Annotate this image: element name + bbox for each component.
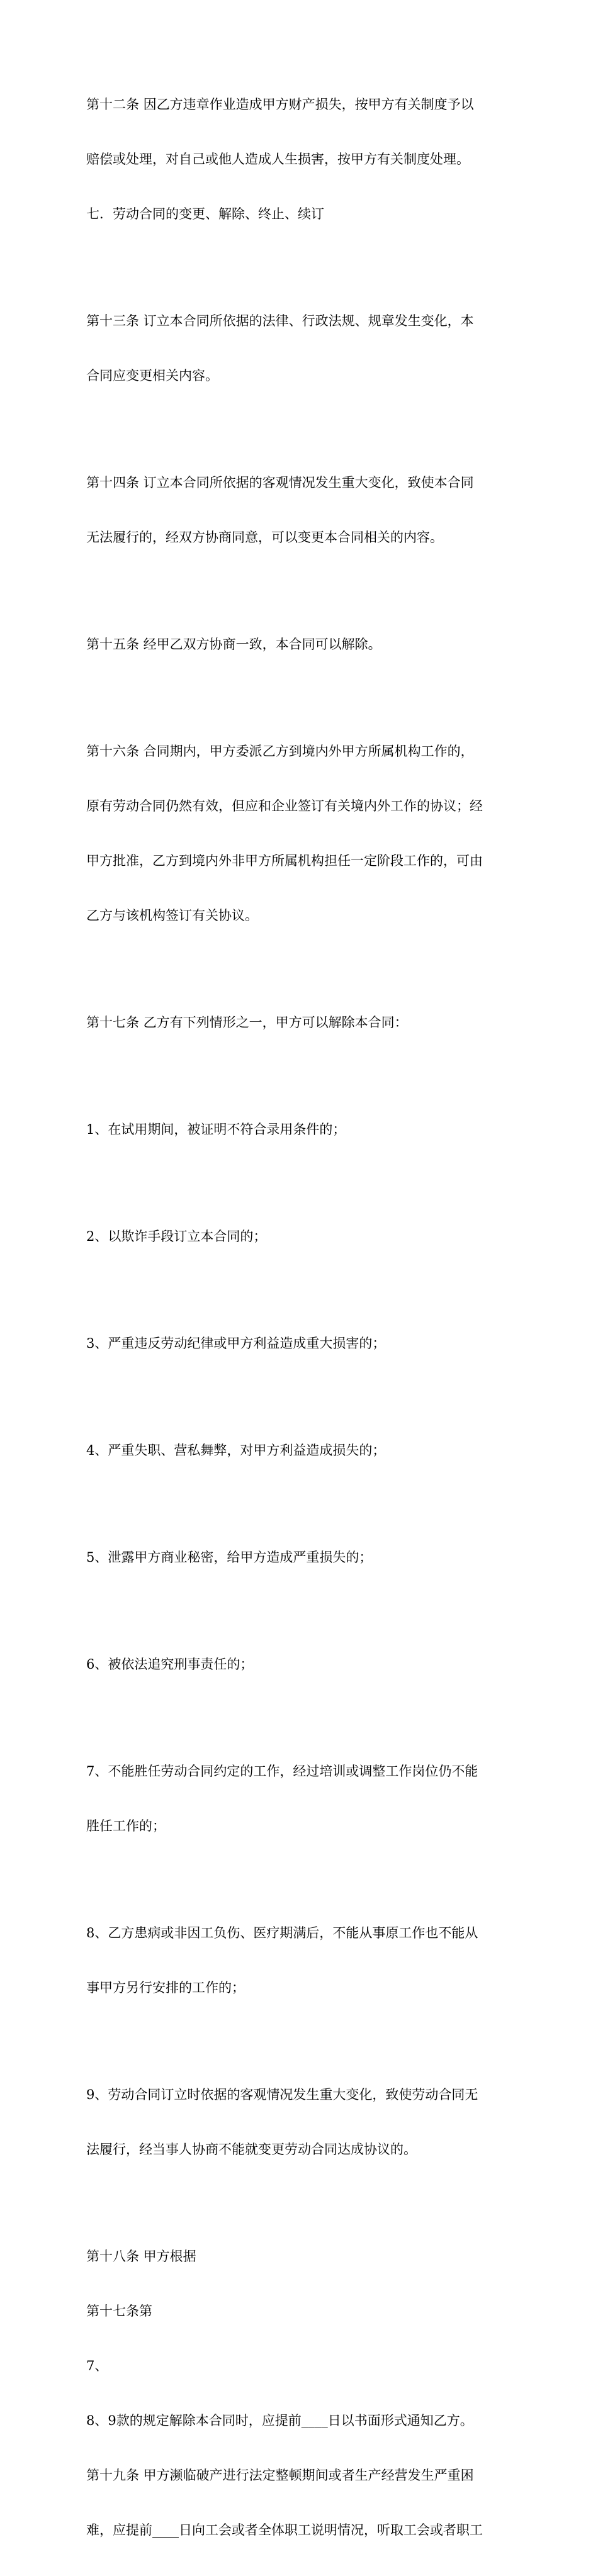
list-item-2: [86, 1191, 514, 1282]
paragraph-article-14: [86, 437, 514, 583]
text-line: 第十五条 经甲乙双方协商一致，本合同可以解除。: [86, 637, 381, 652]
text-line: 3、严重违反劳动纪律或甲方利益造成重大损害的；: [86, 1336, 386, 1351]
text-line: 难，应提前____日向工会或者全体职工说明情况，听取工会或者职工: [86, 2523, 483, 2538]
text-line: 第十七条 乙方有下列情形之一，甲方可以解除本合同：: [86, 1015, 408, 1030]
document-page: [86, 59, 514, 2576]
text-line: 赔偿或处理，对自己或他人造成人生损害，按甲方有关制度处理。: [86, 152, 470, 167]
text-line: 甲方批准，乙方到境内外非甲方所属机构担任一定阶段工作的，可由: [86, 853, 483, 868]
text-line: 7、: [86, 2358, 108, 2373]
text-line: 乙方与该机构签订有关协议。: [86, 908, 258, 923]
text-line: 第十七条第: [86, 2304, 152, 2319]
text-line: 4、严重失职、营私舞弊，对甲方利益造成损失的；: [86, 1443, 386, 1458]
text-line: 6、被依法追究刑事责任的；: [86, 1657, 254, 1672]
text-line: 法履行，经当事人协商不能就变更劳动合同达成协议的。: [86, 2142, 417, 2157]
text-line: 第十六条 合同期内，甲方委派乙方到境内外甲方所属机构工作的，: [86, 744, 474, 759]
list-item-7: [86, 1726, 514, 1872]
text-line: 第十三条 订立本合同所依据的法律、行政法规、规章发生变化，本: [86, 313, 474, 328]
text-line: 8、9款的规定解除本合同时，应提前____日以书面形式通知乙方。: [86, 2413, 473, 2428]
list-item-6: [86, 1619, 514, 1710]
section-heading: 七．劳动合同的变更、解除、终止、续订: [86, 206, 324, 221]
paragraph-article-15: [86, 599, 514, 690]
paragraph-article-17: [86, 977, 514, 1068]
text-line: 2、以欺诈手段订立本合同的；: [86, 1229, 267, 1244]
text-line: 9、劳动合同订立时依据的客观情况发生重大变化，致使劳动合同无: [86, 2087, 478, 2102]
list-item-4: [86, 1405, 514, 1496]
list-item-1: [86, 1084, 514, 1175]
paragraph-article-13: [86, 276, 514, 422]
list-item-9: [86, 2049, 514, 2195]
text-line: 第十九条 甲方濒临破产进行法定整顿期间或者生产经营发生严重困: [86, 2468, 474, 2483]
list-item-8: [86, 1888, 514, 2034]
paragraph-article-18-19: [86, 2211, 514, 2576]
text-line: 事甲方另行安排的工作的；: [86, 1980, 245, 1995]
text-line: 第十二条 因乙方违章作业造成甲方财产损失，按甲方有关制度予以: [86, 97, 474, 112]
list-item-3: [86, 1298, 514, 1389]
paragraph-article-16: [86, 706, 514, 961]
text-line: 5、泄露甲方商业秘密，给甲方造成严重损失的；: [86, 1550, 373, 1565]
list-item-5: [86, 1512, 514, 1603]
text-line: 8、乙方患病或非因工负伤、医疗期满后，不能从事原工作也不能从: [86, 1925, 478, 1940]
paragraph-article-12: [86, 59, 514, 260]
text-line: 1、在试用期间，被证明不符合录用条件的；: [86, 1122, 346, 1137]
text-line: 7、不能胜任劳动合同约定的工作，经过培训或调整工作岗位仍不能: [86, 1764, 478, 1779]
text-line: 合同应变更相关内容。: [86, 368, 218, 383]
text-line: 第十四条 订立本合同所依据的客观情况发生重大变化，致使本合同: [86, 475, 474, 490]
text-line: 无法履行的，经双方协商同意，可以变更本合同相关的内容。: [86, 530, 443, 545]
text-line: 第十八条 甲方根据: [86, 2249, 196, 2264]
text-line: 胜任工作的；: [86, 1818, 166, 1834]
text-line: 原有劳动合同仍然有效，但应和企业签订有关境内外工作的协议；经: [86, 798, 483, 814]
